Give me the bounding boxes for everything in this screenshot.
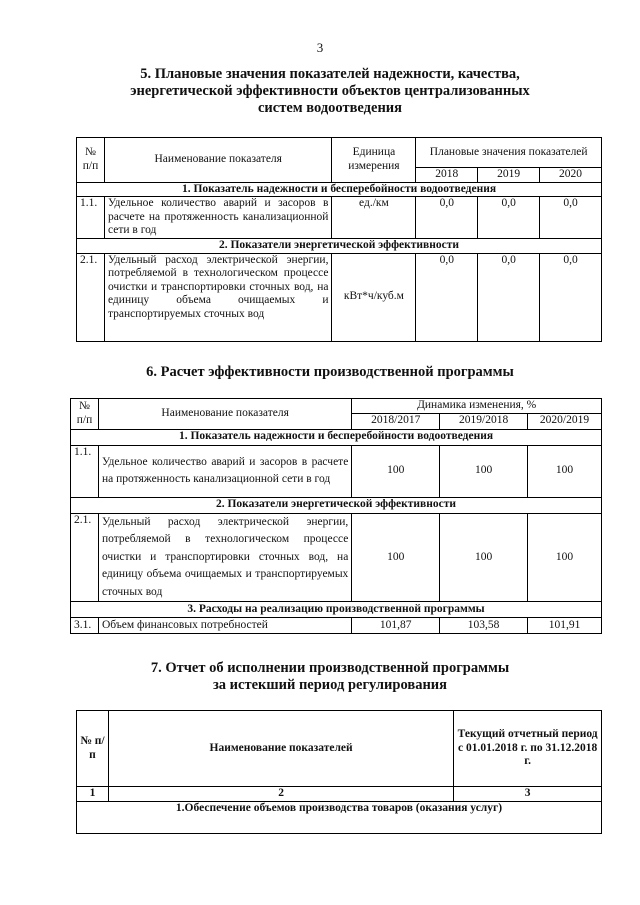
- column-number: 1: [77, 787, 109, 802]
- row-value: 100: [440, 445, 528, 497]
- table-section-6: [70, 398, 602, 634]
- row-unit: кВт*ч/куб.м: [332, 253, 416, 341]
- row-value: 100: [528, 513, 602, 602]
- header-period: 2019/2018: [440, 413, 528, 429]
- page-number: 3: [316, 40, 324, 55]
- section-heading: 1. Показатель надежности и бесперебойности водоотведения: [77, 182, 602, 197]
- row-value: 100: [440, 513, 528, 602]
- column-number: 3: [454, 787, 602, 802]
- header-period: Текущий отчетный период с 01.01.2018 г. по 31.12.2018 г.: [454, 711, 602, 787]
- row-num: 3.1.: [71, 618, 99, 634]
- row-unit: ед./км: [332, 197, 416, 239]
- column-number: 2: [108, 787, 453, 802]
- row-value: 0,0: [540, 253, 602, 341]
- section-heading: 2. Показатели энергетической эффективности: [77, 239, 602, 254]
- section-5-title-line2: энергетической эффективности объектов централизованных: [130, 83, 530, 99]
- row-value: 0,0: [478, 253, 540, 341]
- row-value: 100: [528, 445, 602, 497]
- row-indicator-name: Удельное количество аварий и засоров в расчете на протяженность канализационной сети в год: [104, 197, 331, 239]
- header-indicator-name: Наименование показателя: [104, 138, 331, 183]
- row-value: 103,58: [440, 618, 528, 634]
- header-plan-values: Плановые значения показателей: [416, 138, 602, 168]
- section-5-title-line3: систем водоотведения: [257, 100, 403, 116]
- header-year: 2018: [416, 168, 478, 183]
- header-dynamics: Динамика изменения, %: [352, 399, 602, 414]
- header-num: № п/п: [77, 138, 105, 183]
- table-row: [71, 513, 602, 602]
- row-indicator-name: Удельный расход электрической энергии, потребляемой в технологическом процессе очистки и транспортировки сточных вод, на единицу объема очищаемых и транспортируемых сточных вод: [104, 253, 331, 341]
- header-indicator-name: Наименование показателя: [98, 399, 351, 430]
- section-5-title: [60, 66, 600, 117]
- row-num: 1.1.: [71, 445, 99, 497]
- header-period: 2018/2017: [352, 413, 440, 429]
- table-row: [71, 445, 602, 497]
- section-5-title-line1: 5. Плановые значения показателей надежности, качества,: [140, 66, 520, 82]
- header-indicator-name: Наименование показателей: [108, 711, 453, 787]
- table-section-7: [76, 710, 602, 834]
- row-value: 0,0: [478, 197, 540, 239]
- section-heading: 3. Расходы на реализацию производственной программы: [71, 602, 602, 618]
- row-value: 0,0: [540, 197, 602, 239]
- row-value: 100: [352, 513, 440, 602]
- row-indicator-name: Удельное количество аварий и засоров в расчете на протяженность канализационной сети в год: [98, 445, 351, 497]
- header-num: № п/п: [71, 399, 99, 430]
- row-value: 100: [352, 445, 440, 497]
- row-indicator-name: Объем финансовых потребностей: [98, 618, 351, 634]
- row-num: 1.1.: [77, 197, 105, 239]
- section-heading: 1.Обеспечение объемов производства товаров (оказания услуг): [77, 801, 602, 833]
- row-value: 101,91: [528, 618, 602, 634]
- section-7-title-line2: за истекший период регулирования: [212, 677, 448, 693]
- row-value: 0,0: [416, 197, 478, 239]
- table-row: [77, 197, 602, 239]
- row-num: 2.1.: [77, 253, 105, 341]
- section-6-title: 6. Расчет эффективности производственной программы: [146, 364, 514, 380]
- table-row: [71, 618, 602, 634]
- header-num: № п/п: [77, 711, 109, 787]
- row-num: 2.1.: [71, 513, 99, 602]
- section-heading: 2. Показатели энергетической эффективности: [71, 497, 602, 513]
- table-section-5: [76, 137, 602, 342]
- header-period: 2020/2019: [528, 413, 602, 429]
- section-7-title: [60, 660, 600, 694]
- row-value: 0,0: [416, 253, 478, 341]
- table-row: [77, 253, 602, 341]
- section-heading: 1. Показатель надежности и бесперебойности водоотведения: [71, 429, 602, 445]
- row-value: 101,87: [352, 618, 440, 634]
- header-year: 2020: [540, 168, 602, 183]
- header-year: 2019: [478, 168, 540, 183]
- header-unit: Единица измерения: [332, 138, 416, 183]
- row-indicator-name: Удельный расход электрической энергии, потребляемой в технологическом процессе очистки и транспортировки сточных вод, на единицу объема очищаемых и транспортируемых сточных вод: [98, 513, 351, 602]
- section-7-title-line1: 7. Отчет об исполнении производственной программы: [150, 660, 510, 676]
